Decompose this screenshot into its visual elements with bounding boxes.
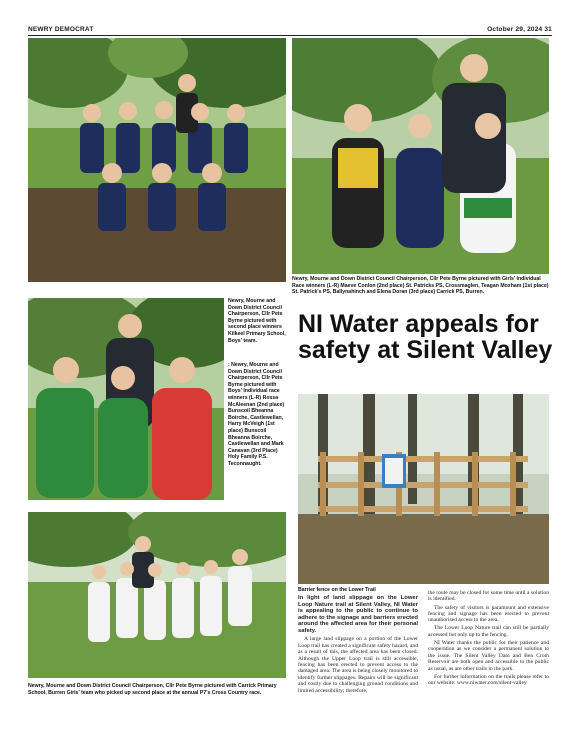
article-column-1 (298, 595, 418, 696)
caption-girls-team: Newry, Mourne and Down District Council Chairperson, Cllr Pete Byrne pictured with Carrick Primary School, Burren Girls' team who picked up second place at the annual P7's Cross Country race. (28, 683, 277, 696)
article-paragraph: For further information on the trails please refer to our website: www.niwater.com/silent-valley (428, 673, 549, 687)
photo-barrier-fence (298, 394, 549, 584)
article-headline: NI Water appeals for safety at Silent Valley (298, 310, 553, 364)
photo-boys-team (28, 38, 286, 282)
article-lead: In light of land slippage on the Lower Loop Nature trail at Silent Valley, NI Water is appealing to the public to continue to adhere to the signage and barriers erected around the affected area for their personal safety. (298, 595, 418, 634)
photo-girls-team (28, 512, 286, 678)
date-page-number: October 29, 2024 31 (487, 26, 552, 33)
publication-name: NEWRY DEMOCRAT (28, 26, 94, 33)
photo-boys-individual (28, 298, 224, 500)
article-paragraph: The Lower Loop Nature trail can still be partially accessed but only up to the fencing. (428, 625, 549, 638)
header-rule (28, 35, 552, 36)
caption-boys-individual: : Newry, Mourne and Down District Council Chairperson, Cllr Pete Byrne pictured with Boys' Individual race winners (L-R) Rossa McAleenan (2nd place) Bunscoil Bheanna Boirche, Castlewellan, Harry McVeigh (1st place) Bunscoil Bheanna Boirche, Castlewellan and Mark Canavan (3rd Place) Holy Family P.S. Teconnaught. (228, 362, 285, 467)
caption-boys-team: Newry, Mourne and Down District Council Chairperson, Cllr Pete Byrne pictured with second place winners Kilkeel Primary School, Boys' team. (228, 298, 286, 344)
article-paragraph: NI Water thanks the public for their patience and cooperation as we consider a permanent solution to the issue. The Silent Valley Dam and Ben Crom Reservoir are both open and accessible to the public as usual, as are other trails in the park. (428, 639, 549, 672)
article-paragraph: The safety of visitors is paramount and extensive fencing and signage has been erected to prevent unauthorised access to the area. (428, 604, 549, 624)
article-paragraph: the route may be closed for some time until a solution is identified. (428, 590, 549, 603)
caption-fence: Barrier fence on the Lower Trail (298, 587, 376, 593)
article-paragraph: A large land slippage on a portion of the Lower Loop trail has created a significant safety hazard, and as a result of this, the affected area has been closed. Although the Upper Loop trail is still accessible, fencing has been erected to prevent access to the damaged area. The area is being closely monitored to identify further slippages. Repairs will be significant and costly due to challenging ground conditions and limited accessibility; therefore, (298, 636, 418, 694)
photo-girls-individual (292, 38, 549, 274)
article-column-2 (428, 590, 549, 688)
caption-girls-individual: Newry, Mourne and Down District Council Chairperson, Cllr Pete Byrne pictured with Girls' Individual Race winners (L-R) Maeve Conlon (2nd place) St. Patricks PS, Crossmaglen, Teagan Moxham (1st place) St. Patrick's PS, Ballynahinch and Elena Doran (3rd place) Carrick PS, Burren. (292, 276, 549, 296)
